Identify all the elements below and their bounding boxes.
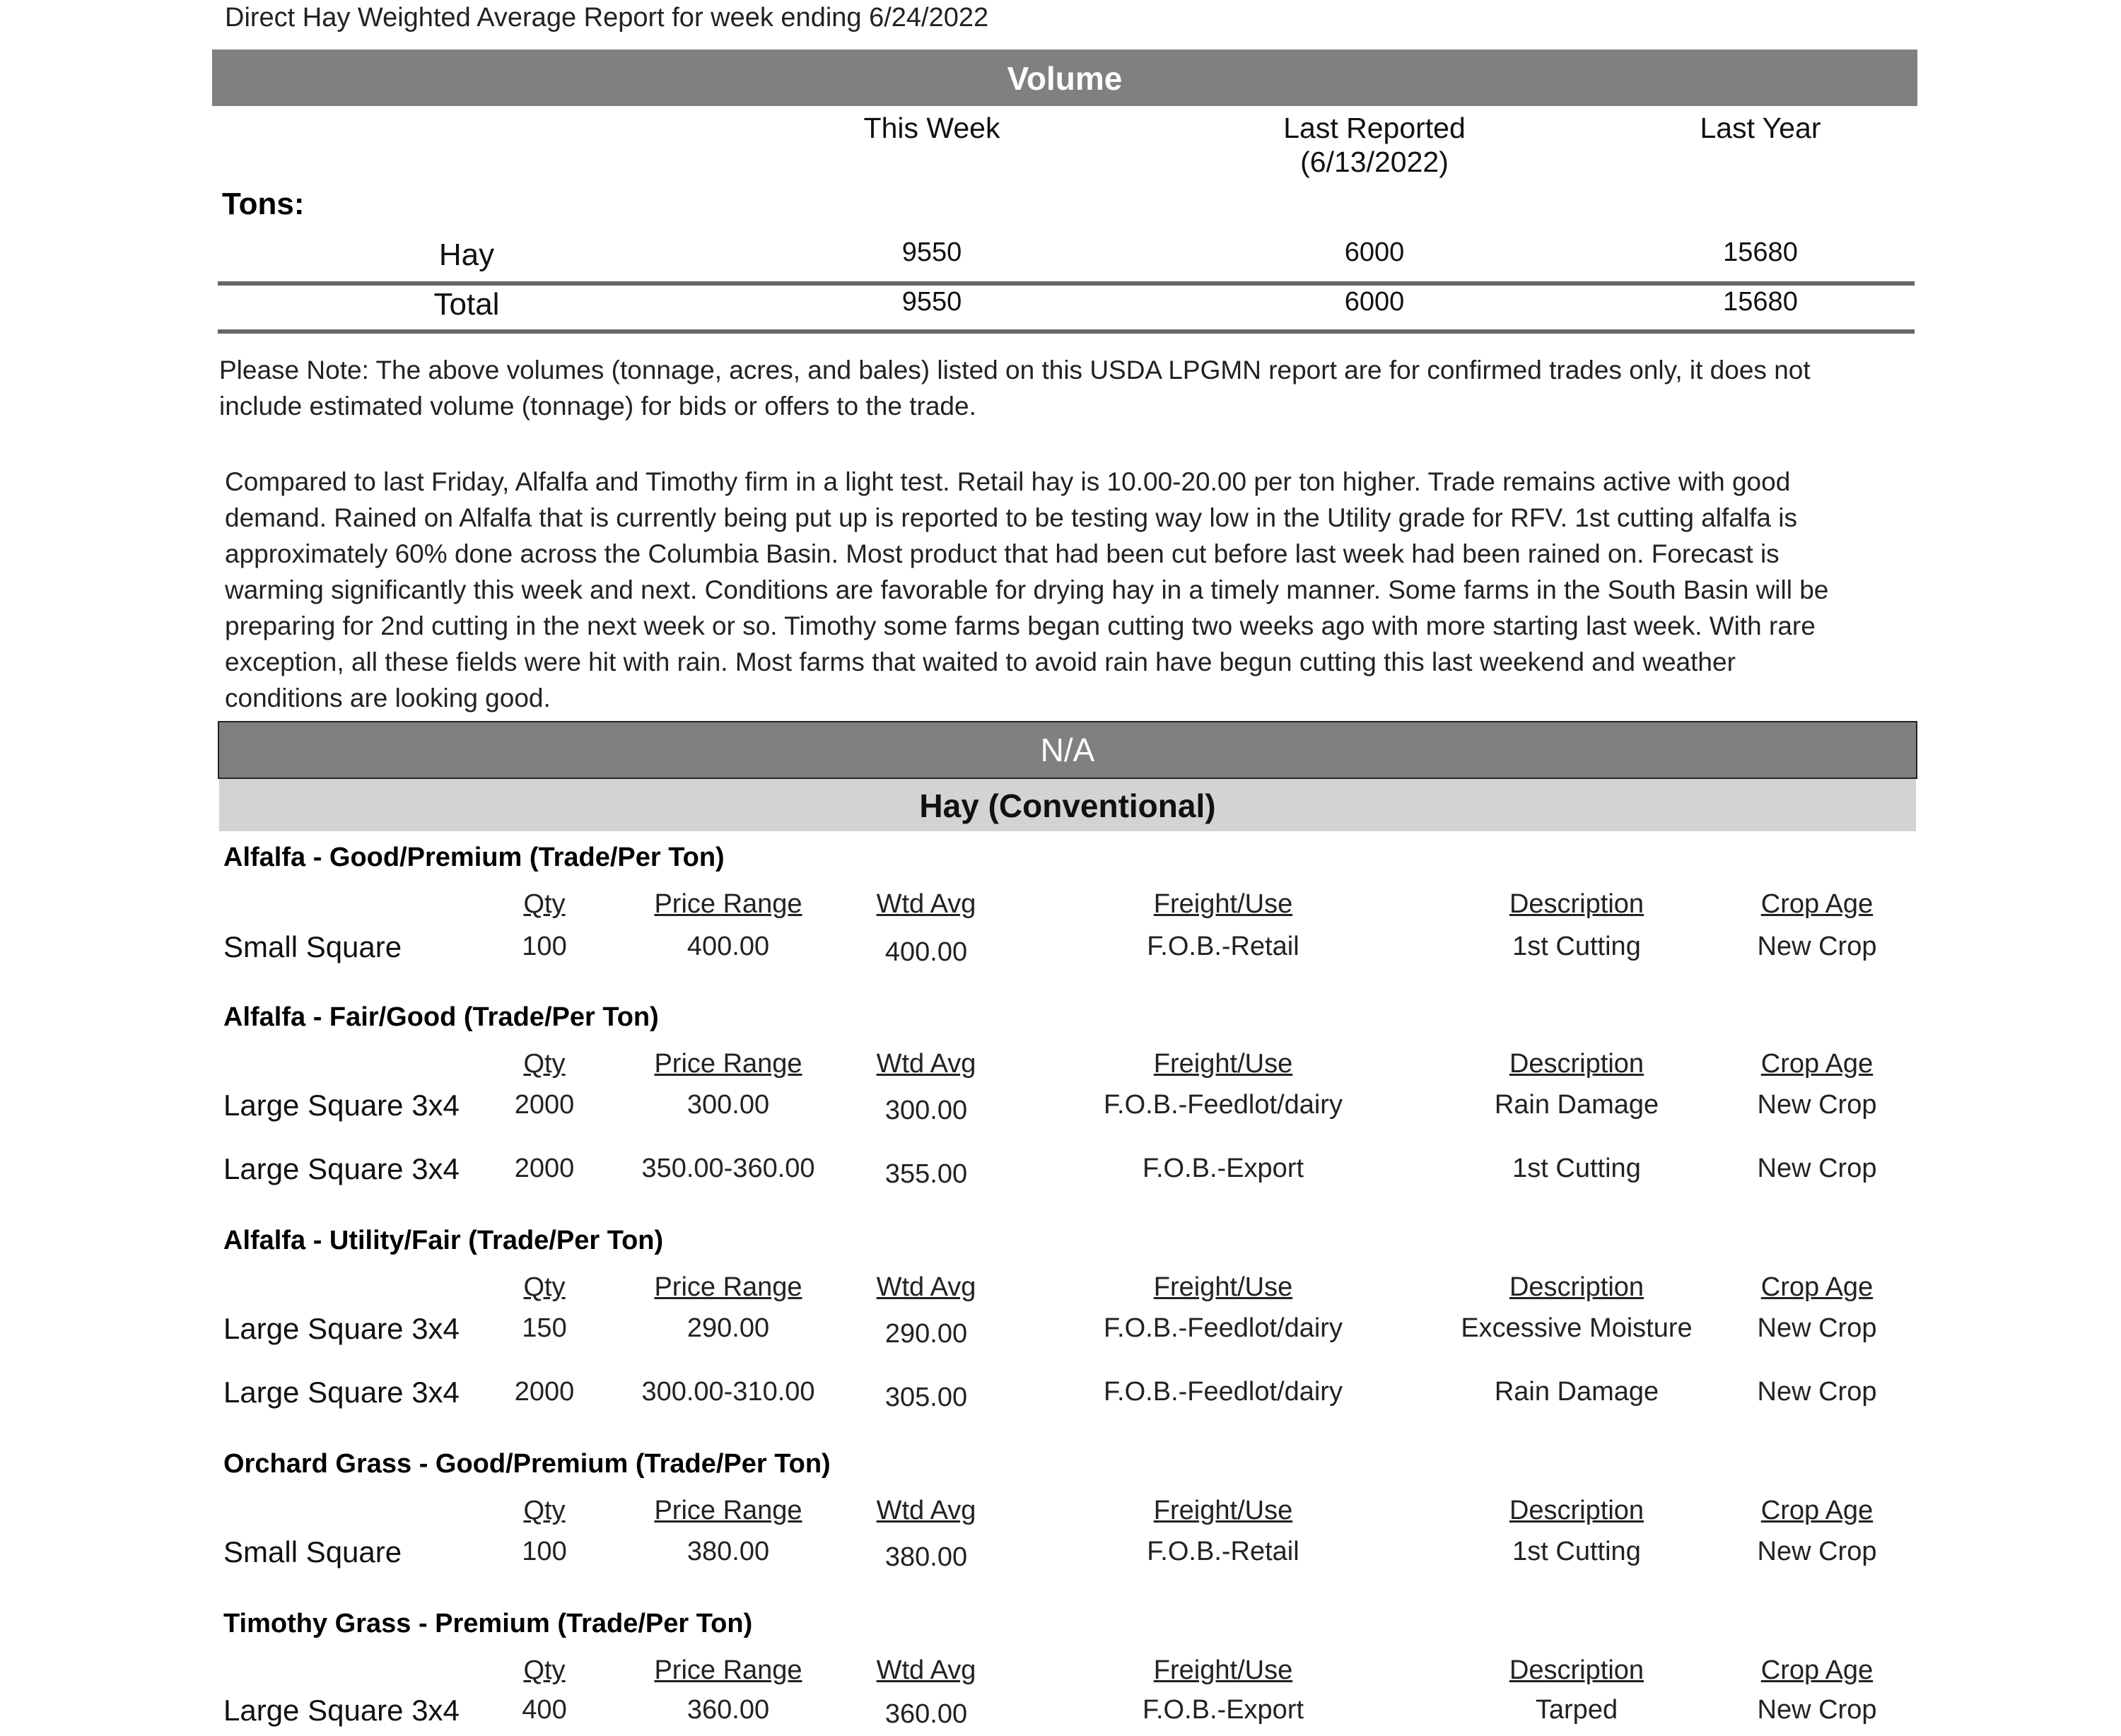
th-freight-use: Freight/Use [1153, 1272, 1293, 1302]
th-description: Description [1509, 1496, 1644, 1525]
row-crop-age: New Crop [1757, 1377, 1877, 1407]
row-description: Rain Damage [1494, 1377, 1659, 1407]
th-wtd-avg: Wtd Avg [876, 1049, 976, 1079]
row-freight: F.O.B.-Export [1142, 1154, 1304, 1183]
row-price: 350.00-360.00 [641, 1154, 815, 1183]
row-price: 400.00 [686, 932, 770, 961]
volume-row-hay-label: Hay [438, 237, 495, 272]
section-title-orchard-grass: Orchard Grass - Good/Premium (Trade/Per Ton) [223, 1449, 831, 1479]
row-freight: F.O.B.-Feedlot/dairy [1104, 1090, 1343, 1120]
market-line-4: warming significantly this week and next. Conditions are favorable for drying hay in a timely manner. Some farms in the South Basin will be [225, 575, 1829, 604]
th-crop-age: Crop Age [1760, 1049, 1874, 1079]
row-description: 1st Cutting [1512, 932, 1641, 961]
volume-header [212, 49, 1917, 106]
na-header: N/A [218, 721, 1917, 779]
row-crop-age: New Crop [1757, 1537, 1877, 1566]
col-this-week: This Week [863, 112, 1000, 144]
row-wtd-avg: 300.00 [884, 1096, 968, 1125]
row-crop-age: New Crop [1757, 1090, 1877, 1120]
volume-row-total-label: Total [433, 287, 500, 322]
section-title-timothy-grass: Timothy Grass - Premium (Trade/Per Ton) [223, 1609, 753, 1638]
row-qty: 2000 [514, 1377, 575, 1407]
row-wtd-avg: 400.00 [884, 937, 968, 967]
section-title-alfalfa-fair-good: Alfalfa - Fair/Good (Trade/Per Ton) [223, 1002, 659, 1032]
row-qty: 400 [522, 1695, 567, 1725]
volume-row-hay-last-reported: 6000 [1344, 237, 1405, 267]
row-crop-age: New Crop [1757, 1695, 1877, 1725]
col-last-reported: Last Reported [1283, 112, 1466, 144]
section-title-alfalfa-good-premium: Alfalfa - Good/Premium (Trade/Per Ton) [223, 843, 725, 872]
th-price-range: Price Range [654, 889, 802, 919]
th-wtd-avg: Wtd Avg [876, 1655, 976, 1685]
row-package: Small Square [223, 930, 402, 963]
th-crop-age: Crop Age [1760, 1272, 1874, 1302]
th-qty: Qty [523, 1049, 566, 1079]
col-last-reported-date: (6/13/2022) [1300, 146, 1449, 178]
row-description: 1st Cutting [1512, 1537, 1641, 1566]
th-description: Description [1509, 1272, 1644, 1302]
row-crop-age: New Crop [1757, 1313, 1877, 1343]
th-crop-age: Crop Age [1760, 1496, 1874, 1525]
th-description: Description [1509, 1049, 1644, 1079]
market-line-1: Compared to last Friday, Alfalfa and Timothy firm in a light test. Retail hay is 10.00-20.00 per ton higher. Trade remains active with good [225, 467, 1791, 496]
row-package: Large Square 3x4 [223, 1152, 460, 1185]
th-price-range: Price Range [654, 1655, 802, 1685]
th-freight-use: Freight/Use [1153, 889, 1293, 919]
th-price-range: Price Range [654, 1496, 802, 1525]
row-crop-age: New Crop [1757, 932, 1877, 961]
row-price: 300.00 [686, 1090, 770, 1120]
volume-divider [218, 281, 1915, 286]
th-wtd-avg: Wtd Avg [876, 889, 976, 919]
volume-row-total-last-reported: 6000 [1344, 287, 1405, 317]
row-wtd-avg: 355.00 [884, 1159, 968, 1189]
volume-row-total-last-year: 15680 [1723, 287, 1798, 317]
row-crop-age: New Crop [1757, 1154, 1877, 1183]
report-title: Direct Hay Weighted Average Report for week ending 6/24/2022 [225, 3, 989, 33]
section-title-alfalfa-utility-fair: Alfalfa - Utility/Fair (Trade/Per Ton) [223, 1226, 664, 1255]
volume-row-hay-this-week: 9550 [901, 237, 962, 267]
row-description: Tarped [1535, 1695, 1618, 1725]
row-freight: F.O.B.-Retail [1147, 1537, 1299, 1566]
row-freight: F.O.B.-Retail [1147, 932, 1299, 961]
row-wtd-avg: 360.00 [884, 1699, 968, 1729]
th-crop-age: Crop Age [1760, 1655, 1874, 1685]
market-line-6: exception, all these fields were hit with rain. Most farms that waited to avoid rain have begun cutting this last weekend and weather [225, 647, 1736, 676]
volume-row-total-this-week: 9550 [901, 287, 962, 317]
row-description: Rain Damage [1494, 1090, 1659, 1120]
th-qty: Qty [523, 1496, 566, 1525]
row-wtd-avg: 290.00 [884, 1319, 968, 1349]
market-line-3: approximately 60% done across the Columbia Basin. Most product that had been cut before last week had been rained on. Forecast is [225, 539, 1780, 568]
th-wtd-avg: Wtd Avg [876, 1496, 976, 1525]
row-qty: 100 [522, 1537, 567, 1566]
th-freight-use: Freight/Use [1153, 1655, 1293, 1685]
th-wtd-avg: Wtd Avg [876, 1272, 976, 1302]
row-wtd-avg: 305.00 [884, 1383, 968, 1412]
note-line-1: Please Note: The above volumes (tonnage, acres, and bales) listed on this USDA LPGMN report are for confirmed trades only, it does not [219, 356, 1811, 385]
th-price-range: Price Range [654, 1049, 802, 1079]
note-line-2: include estimated volume (tonnage) for bids or offers to the trade. [219, 392, 976, 421]
row-price: 290.00 [686, 1313, 770, 1343]
row-qty: 150 [522, 1313, 567, 1343]
volume-bottom-rule [218, 329, 1915, 334]
col-last-year: Last Year [1700, 112, 1821, 144]
th-freight-use: Freight/Use [1153, 1049, 1293, 1079]
th-qty: Qty [523, 1272, 566, 1302]
market-line-2: demand. Rained on Alfalfa that is currently being put up is reported to be testing way low in the Utility grade for RFV. 1st cutting alfalfa is [225, 503, 1797, 532]
volume-row-hay-last-year: 15680 [1723, 237, 1798, 267]
th-qty: Qty [523, 1655, 566, 1685]
row-freight: F.O.B.-Feedlot/dairy [1104, 1313, 1343, 1343]
row-qty: 2000 [514, 1090, 575, 1120]
row-package: Large Square 3x4 [223, 1694, 460, 1727]
row-package: Large Square 3x4 [223, 1376, 460, 1409]
volume-header-label: Volume [1007, 60, 1123, 97]
row-package: Large Square 3x4 [223, 1089, 460, 1122]
th-price-range: Price Range [654, 1272, 802, 1302]
row-wtd-avg: 380.00 [884, 1542, 968, 1572]
row-package: Large Square 3x4 [223, 1312, 460, 1345]
row-qty: 100 [522, 932, 567, 961]
row-price: 380.00 [686, 1537, 770, 1566]
th-crop-age: Crop Age [1760, 889, 1874, 919]
row-freight: F.O.B.-Feedlot/dairy [1104, 1377, 1343, 1407]
row-package: Small Square [223, 1535, 402, 1568]
row-freight: F.O.B.-Export [1142, 1695, 1304, 1725]
row-description: Excessive Moisture [1461, 1313, 1693, 1343]
row-price: 300.00-310.00 [641, 1377, 815, 1407]
th-qty: Qty [523, 889, 566, 919]
th-description: Description [1509, 1655, 1644, 1685]
market-line-7: conditions are looking good. [225, 684, 551, 712]
row-qty: 2000 [514, 1154, 575, 1183]
tons-label: Tons: [222, 187, 305, 221]
hay-conventional-header: Hay (Conventional) [219, 779, 1916, 831]
row-description: 1st Cutting [1512, 1154, 1641, 1183]
market-line-5: preparing for 2nd cutting in the next week or so. Timothy some farms began cutting two weeks ago with more starting last week. With rare [225, 611, 1816, 640]
row-price: 360.00 [686, 1695, 770, 1725]
th-description: Description [1509, 889, 1644, 919]
th-freight-use: Freight/Use [1153, 1496, 1293, 1525]
